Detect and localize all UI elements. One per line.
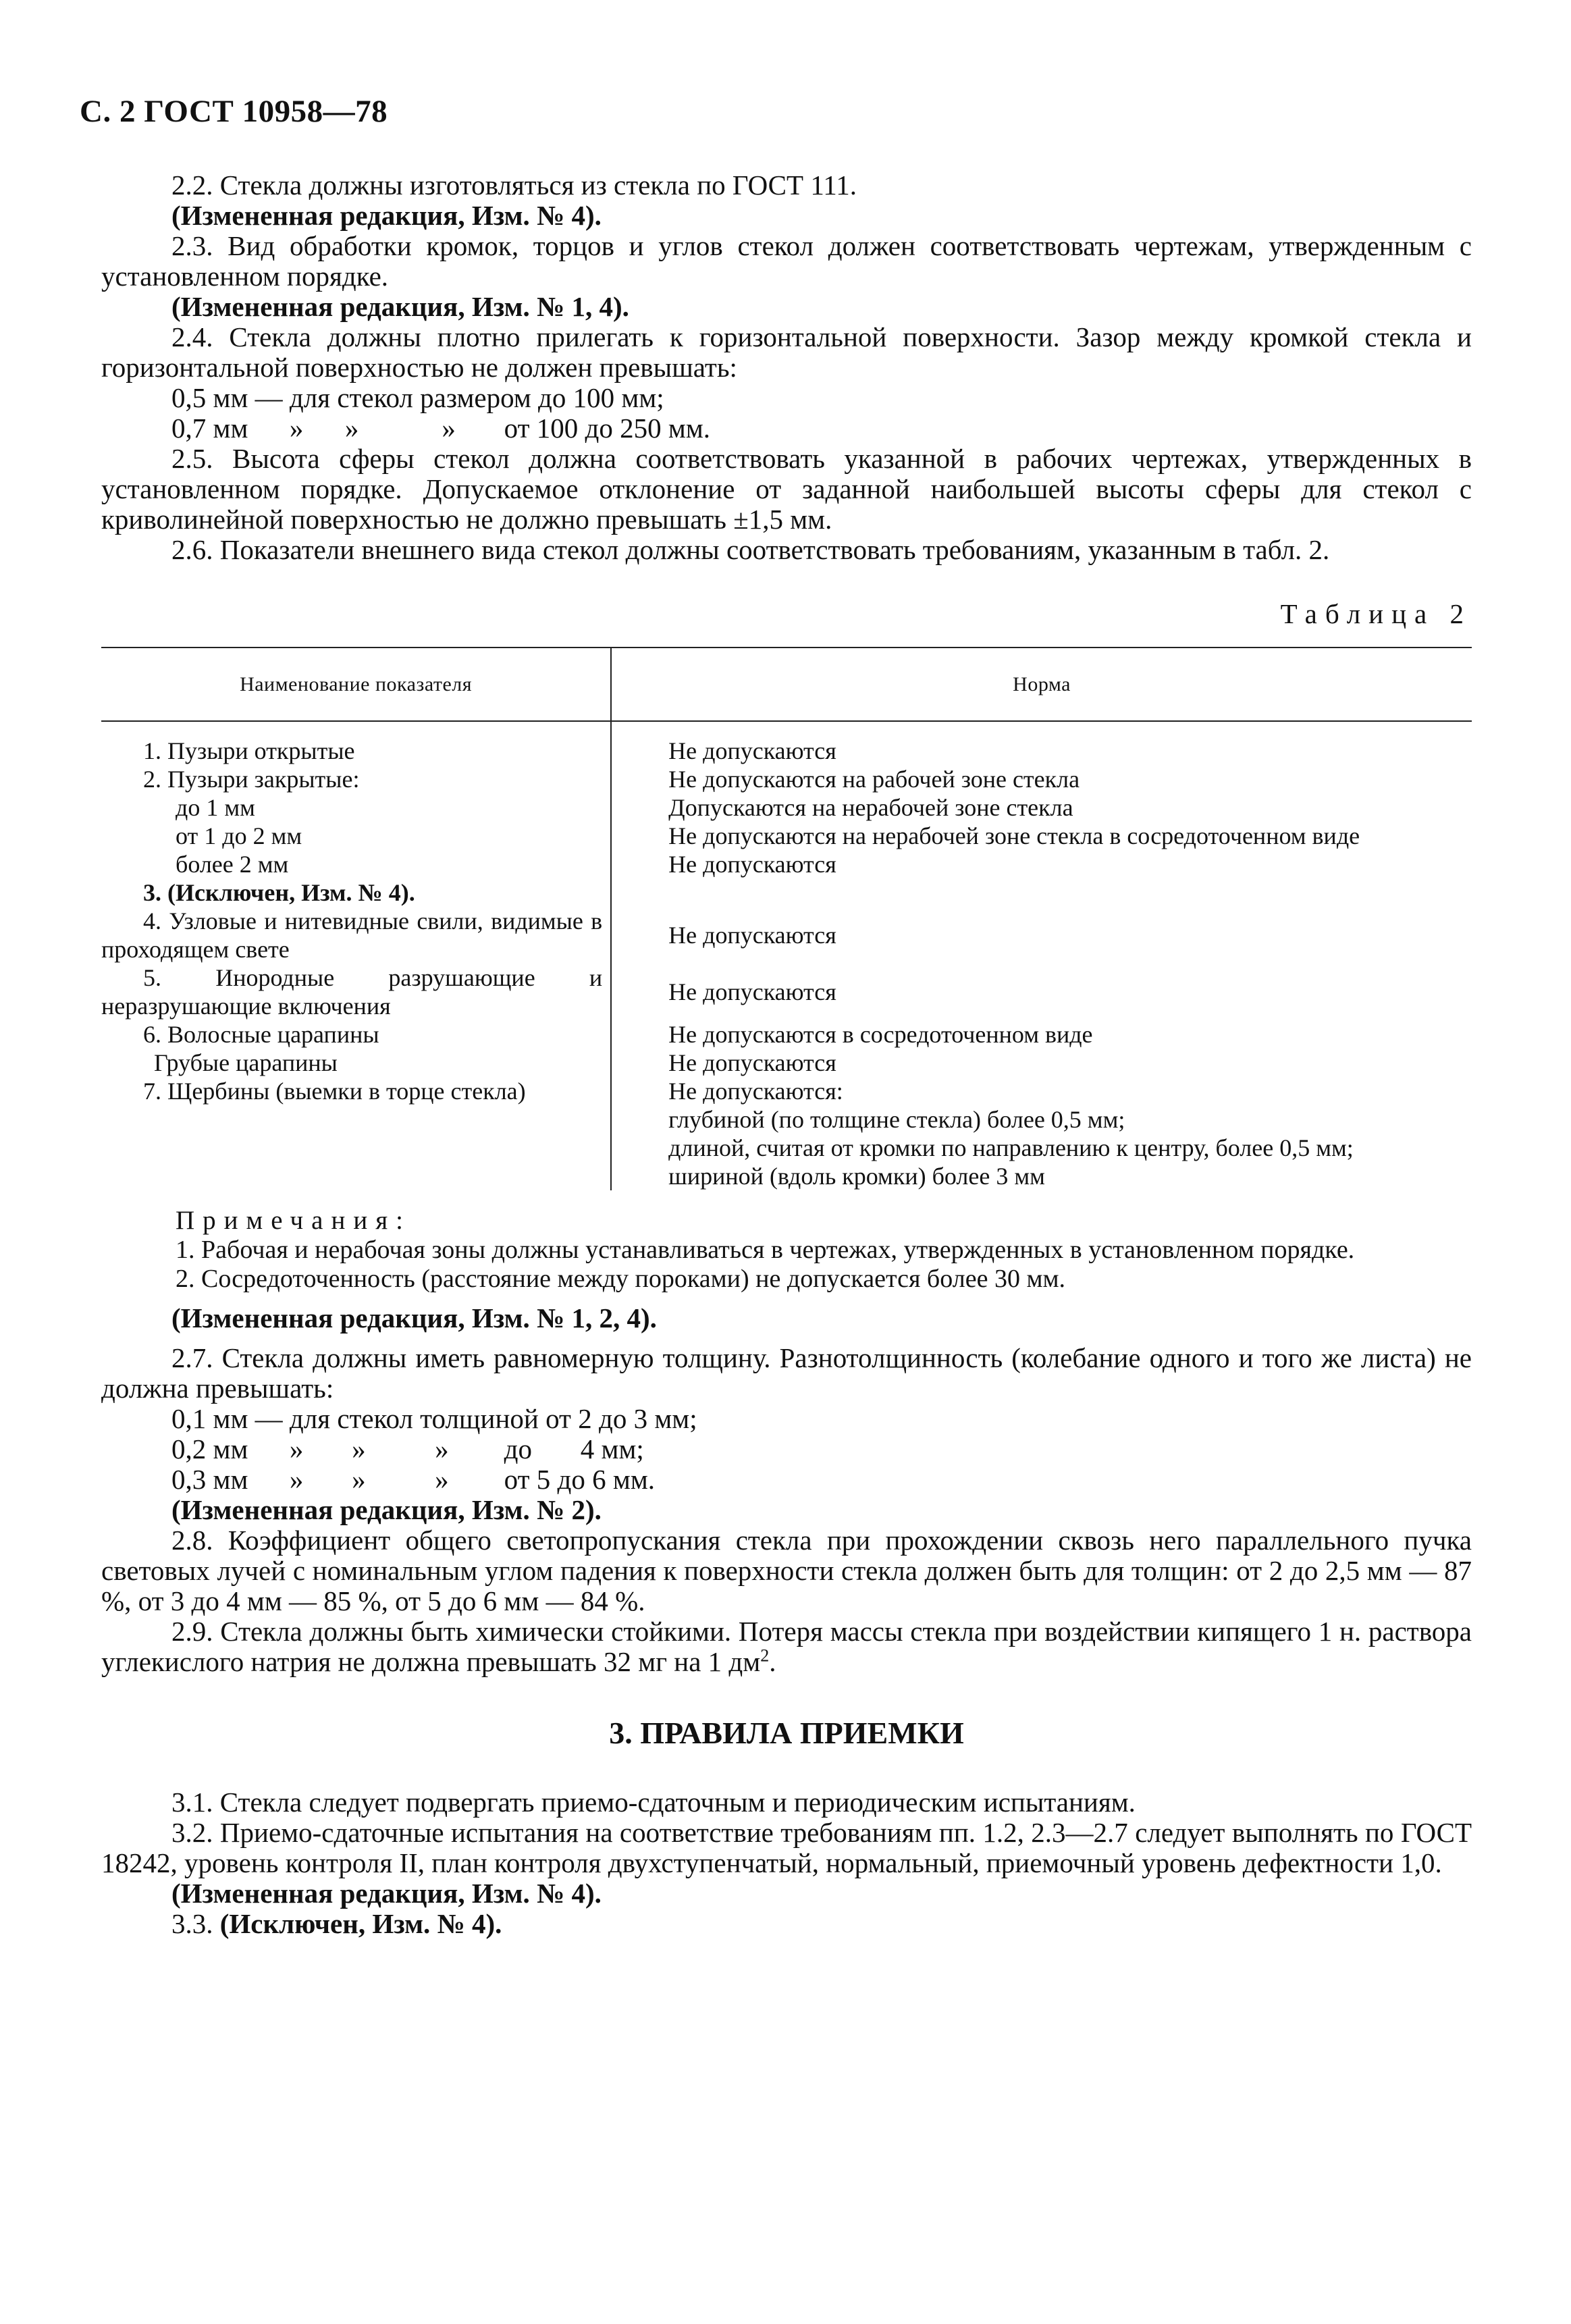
paragraph-2-7-line-3: 0,3 мм » » » от 5 до 6 мм. bbox=[171, 1464, 656, 1495]
paragraph-2-9-text: 2.9. Стекла должны быть химически стойкими. Потеря массы стекла при воздействии кипящего 1 н. раствора углекислого натрия не должна превышать 32 мг на 1 дм bbox=[101, 1616, 1472, 1677]
table-cell-name: 5. Инородные разрушающие и неразрушающие включения bbox=[101, 964, 603, 1020]
table-cell-norm-detail: глубиной (по толщине стекла) более 0,5 мм; bbox=[668, 1106, 1125, 1133]
table-cell-name: 7. Щербины (выемки в торце стекла) bbox=[143, 1078, 526, 1105]
table-row bbox=[101, 907, 1472, 963]
table-cell-norm: Не допускаются bbox=[668, 737, 836, 764]
table-cell-name: 1. Пузыри открытые bbox=[143, 737, 355, 764]
table-cell-name: от 1 до 2 мм bbox=[176, 822, 302, 849]
superscript: 2 bbox=[760, 1645, 770, 1666]
paragraph-2-3: 2.3. Вид обработки кромок, торцов и углов стекол должен соответствовать чертежам, утвержденным с установленном порядке. bbox=[101, 230, 1472, 292]
table-row bbox=[101, 850, 1472, 878]
note-2: 2. Сосредоточенность (расстояние между пороками) не допускается более 30 мм. bbox=[176, 1265, 1066, 1293]
paragraph-2-7-line-2: 0,2 мм » » » до 4 мм; bbox=[171, 1433, 644, 1464]
table-cell-norm-detail: шириной (вдоль кромки) более 3 мм bbox=[668, 1163, 1045, 1190]
table-cell-norm: Не допускаются bbox=[668, 922, 836, 949]
note-1: 1. Рабочая и нерабочая зоны должны устанавливаться в чертежах, утвержденных в установленном порядке. bbox=[176, 1236, 1355, 1264]
table-cell-norm: Не допускаются bbox=[668, 851, 836, 878]
paragraph-3-3-number: 3.3. bbox=[171, 1908, 220, 1939]
amendment-note: (Измененная редакция, Изм. № 1, 4). bbox=[171, 291, 629, 322]
table-header-row bbox=[101, 648, 1472, 721]
table-cell-name: 6. Волосные царапины bbox=[143, 1021, 379, 1048]
paragraph-2-9 bbox=[101, 1616, 1472, 1677]
amendment-note: (Измененная редакция, Изм. № 1, 2, 4). bbox=[171, 1302, 657, 1333]
document-body bbox=[101, 170, 1472, 1939]
paragraph-2-9-end: . bbox=[769, 1646, 776, 1677]
table-header-norm: Норма bbox=[611, 648, 1472, 721]
table-cell-name: более 2 мм bbox=[176, 851, 289, 878]
paragraph-2-6: 2.6. Показатели внешнего вида стекол должны соответствовать требованиям, указанным в табл. 2. bbox=[171, 534, 1330, 565]
paragraph-2-4-line-2: 0,7 мм » » » от 100 до 250 мм. bbox=[171, 413, 711, 444]
paragraph-2-7: 2.7. Стекла должны иметь равномерную толщину. Разнотолщинность (колебание одного и того же листа) не должна превышать: bbox=[101, 1342, 1472, 1404]
amendment-note: (Измененная редакция, Изм. № 2). bbox=[171, 1494, 602, 1525]
section-3-title: 3. ПРАВИЛА ПРИЕМКИ bbox=[609, 1716, 964, 1750]
paragraph-3-3-text bbox=[171, 1908, 502, 1939]
table-row bbox=[101, 765, 1472, 793]
table-cell-name: 4. Узловые и нитевидные свили, видимые в проходящем свете bbox=[101, 907, 603, 963]
table-cell-norm: Не допускаются bbox=[668, 978, 836, 1005]
paragraph-3-3-excluded: (Исключен, Изм. № 4). bbox=[219, 1908, 502, 1939]
paragraph-3-1: 3.1. Стекла следует подвергать приемо-сдаточным и периодическим испытаниям. bbox=[171, 1787, 1136, 1818]
table-caption: Таблица 2 bbox=[1280, 598, 1472, 629]
table-cell-name: 3. (Исключен, Изм. № 4). bbox=[143, 879, 415, 906]
paragraph-3-3 bbox=[101, 1909, 1472, 1939]
table-row bbox=[101, 1020, 1472, 1049]
paragraph-2-2: 2.2. Стекла должны изготовляться из стекла по ГОСТ 111. bbox=[171, 169, 857, 201]
paragraph-2-8: 2.8. Коэффициент общего светопропускания стекла при прохождении сквозь него параллельного пучка световых лучей с номинальным углом падения к поверхности стекла должен быть для толщин: от 2 до 2,5 мм — 87 %, от 3 до 4 мм — 85 %, от 5 до 6 мм — 84 %. bbox=[101, 1525, 1472, 1616]
paragraph-2-4-line-1: 0,5 мм — для стекол размером до 100 мм; bbox=[171, 382, 664, 413]
table-row bbox=[101, 1049, 1472, 1077]
table-cell-name: до 1 мм bbox=[176, 794, 255, 821]
table-row bbox=[101, 963, 1472, 1020]
table-row bbox=[101, 1077, 1472, 1190]
appearance-table bbox=[101, 647, 1472, 1190]
table-header-name: Наименование показателя bbox=[101, 648, 611, 721]
table-cell-norm: Не допускаются на нерабочей зоне стекла в сосредоточенном виде bbox=[668, 822, 1360, 849]
amendment-note: (Измененная редакция, Изм. № 4). bbox=[171, 200, 602, 231]
table-cell-norm: Допускаются на нерабочей зоне стекла bbox=[668, 794, 1073, 821]
table-row bbox=[101, 793, 1472, 822]
paragraph-2-4: 2.4. Стекла должны плотно прилегать к горизонтальной поверхности. Зазор между кромкой стекла и горизонтальной поверхностью не должен превышать: bbox=[101, 321, 1472, 383]
amendment-note: (Измененная редакция, Изм. № 4). bbox=[171, 1878, 602, 1909]
table-cell-norm: Не допускаются в сосредоточенном виде bbox=[668, 1021, 1093, 1048]
paragraph-3-2: 3.2. Приемо-сдаточные испытания на соответствие требованиям пп. 1.2, 2.3—2.7 следует выполнять по ГОСТ 18242, уровень контроля II, план контроля двухступенчатый, нормальный, приемочный уровень дефектности 1,0. bbox=[101, 1817, 1472, 1878]
table-row bbox=[101, 721, 1472, 765]
table-cell-norm: Не допускаются bbox=[668, 1049, 836, 1076]
table-cell-norm-detail: длиной, считая от кромки по направлению к центру, более 0,5 мм; bbox=[668, 1134, 1354, 1161]
page-header: С. 2 ГОСТ 10958—78 bbox=[80, 94, 388, 129]
notes-title: Примечания: bbox=[176, 1206, 411, 1235]
table-row bbox=[101, 878, 1472, 907]
table-cell-name: Грубые царапины bbox=[154, 1049, 338, 1076]
paragraph-2-5: 2.5. Высота сферы стекол должна соответствовать указанной в рабочих чертежах, утвержденных в установленном порядке. Допускаемое отклонение от заданной наибольшей высоты сферы для стекол с криволинейной поверхностью не должно превышать ±1,5 мм. bbox=[101, 443, 1472, 535]
table-cell-norm: Не допускаются: bbox=[668, 1078, 843, 1105]
table-cell-name: 2. Пузыри закрытые: bbox=[143, 766, 360, 793]
paragraph-2-7-line-1: 0,1 мм — для стекол толщиной от 2 до 3 мм; bbox=[171, 1403, 697, 1434]
table-cell-norm: Не допускаются на рабочей зоне стекла bbox=[668, 766, 1080, 793]
table-row bbox=[101, 822, 1472, 850]
